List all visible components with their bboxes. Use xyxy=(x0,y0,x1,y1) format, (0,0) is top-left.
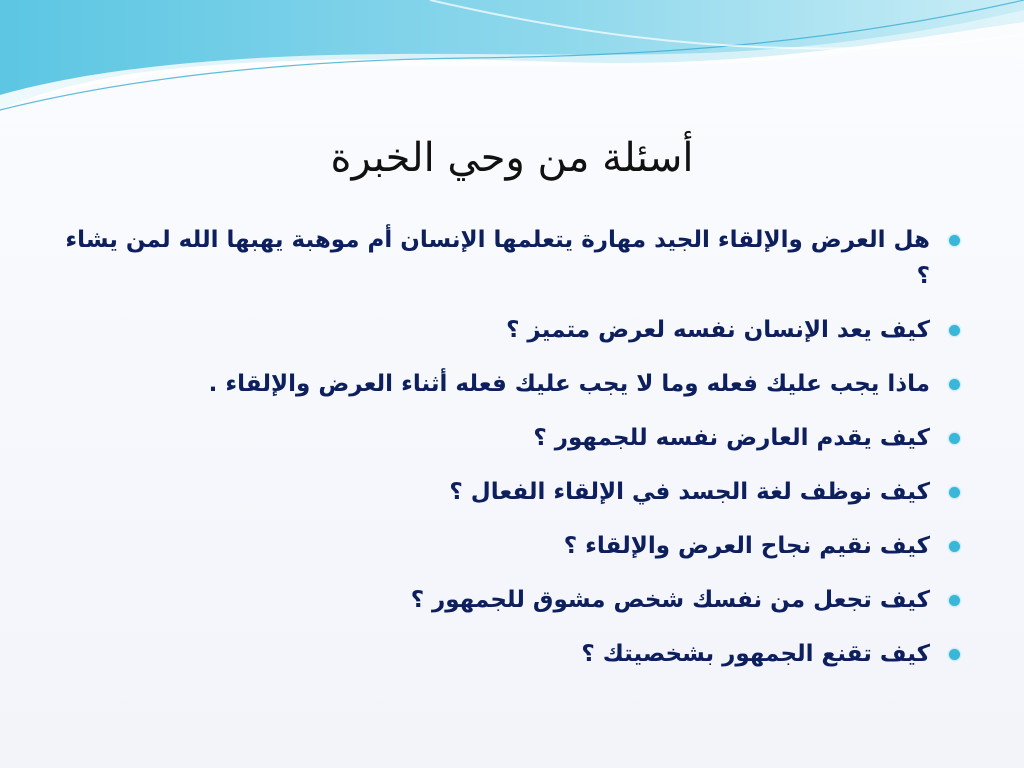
bullet-text: كيف تجعل من نفسك شخص مشوق للجمهور ؟ xyxy=(410,587,930,613)
bullet-text: كيف تقنع الجمهور بشخصيتك ؟ xyxy=(581,641,930,667)
slide-title: أسئلة من وحي الخبرة xyxy=(330,135,694,181)
bullet-dot-icon xyxy=(949,235,960,246)
decorative-wave-header xyxy=(0,0,1024,130)
bullet-dot-icon xyxy=(949,433,960,444)
bullet-text: كيف يقدم العارض نفسه للجمهور ؟ xyxy=(533,425,930,451)
list-item xyxy=(60,528,960,564)
bullet-text: كيف نوظف لغة الجسد في الإلقاء الفعال ؟ xyxy=(449,479,930,505)
list-item xyxy=(60,582,960,618)
bullet-text: كيف يعد الإنسان نفسه لعرض متميز ؟ xyxy=(506,317,930,343)
list-item xyxy=(60,474,960,510)
bullet-list xyxy=(60,222,960,690)
bullet-dot-icon xyxy=(949,541,960,552)
list-item xyxy=(60,366,960,402)
bullet-dot-icon xyxy=(949,595,960,606)
bullet-dot-icon xyxy=(949,649,960,660)
bullet-dot-icon xyxy=(949,379,960,390)
bullet-dot-icon xyxy=(949,487,960,498)
bullet-text: هل العرض والإلقاء الجيد مهارة يتعلمها الإنسان أم موهبة يهبها الله لمن يشاء ؟ xyxy=(65,227,930,289)
list-item xyxy=(60,420,960,456)
list-item xyxy=(60,222,960,294)
bullet-dot-icon xyxy=(949,325,960,336)
list-item xyxy=(60,312,960,348)
bullet-text: ماذا يجب عليك فعله وما لا يجب عليك فعله أثناء العرض والإلقاء . xyxy=(208,371,930,397)
bullet-text: كيف نقيم نجاح العرض والإلقاء ؟ xyxy=(563,533,930,559)
list-item xyxy=(60,636,960,672)
